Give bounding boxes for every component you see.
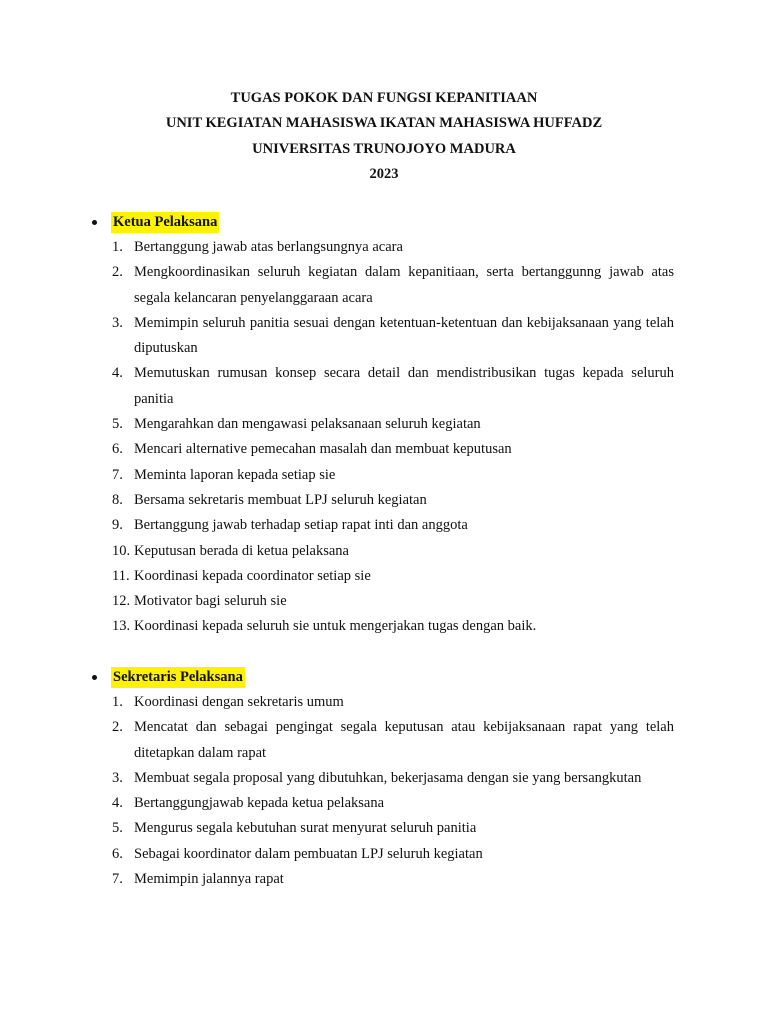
list-item: [92, 235, 674, 260]
list-item: [92, 412, 674, 437]
list-item: [92, 690, 674, 715]
list-item: [92, 715, 674, 766]
item-text: Membuat segala proposal yang dibutuhkan, bekerjasama dengan sie yang bersangkutan: [134, 769, 642, 786]
section-heading: [92, 665, 674, 690]
section-sekretaris-pelaksana: [92, 665, 674, 892]
item-number: 5.: [112, 416, 123, 433]
bullet-point: [92, 675, 97, 680]
item-number: 2.: [112, 719, 123, 736]
item-number: 3.: [112, 314, 123, 331]
document-title: [0, 86, 768, 187]
list-item: [92, 766, 674, 791]
item-text: Mencari alternative pemecahan masalah dan membuat keputusan: [134, 441, 512, 458]
item-number: 8.: [112, 491, 123, 508]
item-text: Koordinasi kepada seluruh sie untuk mengerjakan tugas dengan baik.: [134, 618, 537, 635]
item-text: Sebagai koordinator dalam pembuatan LPJ seluruh kegiatan: [134, 845, 483, 862]
item-text: Koordinasi kepada coordinator setiap sie: [134, 567, 371, 584]
title-line: UNIVERSITAS TRUNOJOYO MADURA: [252, 140, 516, 157]
list-item: [92, 463, 674, 488]
item-number: 4.: [112, 795, 123, 812]
item-number: 4.: [112, 365, 123, 382]
title-line: UNIT KEGIATAN MAHASISWA IKATAN MAHASISWA HUFFADZ: [165, 115, 603, 132]
list-item: [92, 842, 674, 867]
item-text: Bersama sekretaris membuat LPJ seluruh kegiatan: [134, 491, 427, 508]
list-item: [92, 816, 674, 841]
list-item: [92, 513, 674, 538]
list-item: [92, 589, 674, 614]
section-heading-text: Ketua Pelaksana: [111, 212, 219, 233]
list-item: [92, 539, 674, 564]
item-text: Mengkoordinasikan seluruh kegiatan dalam kepanitiaan, serta bertanggunng jawab atas segala kelancaran penyelanggaraan acara: [134, 264, 674, 306]
item-number: 1.: [112, 694, 123, 710]
item-text: Bertanggung jawab atas berlangsungnya acara: [134, 239, 403, 255]
item-text: Mengarahkan dan mengawasi pelaksanaan seluruh kegiatan: [134, 416, 481, 433]
item-text: Koordinasi dengan sekretaris umum: [134, 694, 344, 710]
item-number: 5.: [112, 820, 123, 837]
title-line: TUGAS POKOK DAN FUNGSI KEPANITIAAN: [230, 90, 538, 106]
list-item: [92, 437, 674, 462]
item-number: 13.: [112, 618, 131, 635]
list-item: [92, 564, 674, 589]
bullet-point: [92, 220, 97, 225]
item-number: 7.: [112, 871, 123, 888]
task-list: [92, 690, 674, 892]
item-number: 6.: [112, 441, 123, 458]
item-text: Mengurus segala kebutuhan surat menyurat seluruh panitia: [134, 820, 477, 837]
item-text: Bertanggungjawab kepada ketua pelaksana: [134, 795, 385, 812]
section-heading: [92, 210, 674, 235]
list-item: [92, 791, 674, 816]
item-text: Mencatat dan sebagai pengingat segala keputusan atau kebijaksanaan rapat yang telah ditetapkan dalam rapat: [134, 719, 674, 761]
item-number: 11.: [112, 567, 130, 584]
item-number: 10.: [112, 542, 131, 559]
item-text: Meminta laporan kepada setiap sie: [134, 466, 336, 483]
item-number: 12.: [112, 593, 131, 610]
item-number: 3.: [112, 769, 123, 786]
item-text: Keputusan berada di ketua pelaksana: [134, 542, 349, 559]
item-text: Memimpin jalannya rapat: [134, 871, 284, 888]
list-item: [92, 260, 674, 311]
task-list: [92, 235, 674, 640]
item-text: Motivator bagi seluruh sie: [134, 593, 287, 610]
item-number: 7.: [112, 466, 123, 483]
item-number: 2.: [112, 264, 123, 281]
item-text: Memimpin seluruh panitia sesuai dengan ketentuan-ketentuan dan kebijaksanaan yang telah diputuskan: [134, 314, 674, 357]
title-line: 2023: [369, 165, 399, 182]
section-ketua-pelaksana: [92, 210, 674, 640]
item-number: 9.: [112, 517, 123, 534]
section-heading-text: Sekretaris Pelaksana: [111, 667, 245, 688]
list-item: [92, 867, 674, 892]
item-number: 1.: [112, 239, 123, 255]
item-number: 6.: [112, 845, 123, 862]
list-item: [92, 311, 674, 362]
item-text: Memutuskan rumusan konsep secara detail dan mendistribusikan tugas kepada seluruh panitia: [134, 365, 674, 407]
list-item: [92, 488, 674, 513]
item-text: Bertanggung jawab terhadap setiap rapat inti dan anggota: [134, 517, 468, 534]
list-item: [92, 614, 674, 639]
list-item: [92, 361, 674, 412]
